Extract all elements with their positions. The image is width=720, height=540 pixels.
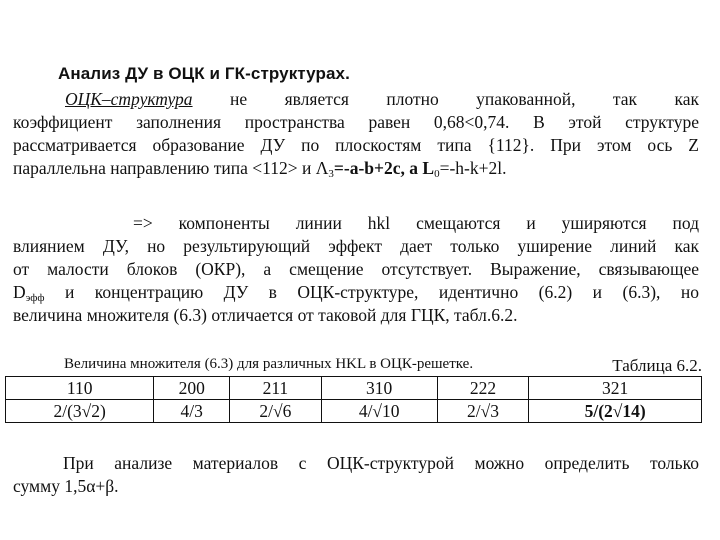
table-cell: 321 bbox=[529, 377, 702, 400]
paragraph-line: от малости блоков (ОКР), а смещение отсутствует. Выражение, связывающее bbox=[13, 259, 699, 279]
paragraph-line: рассматривается образование ДУ по плоскостям типа {112}. При этом ось Z bbox=[13, 135, 699, 155]
subscript: эфф bbox=[25, 292, 45, 304]
paragraph-line bbox=[13, 157, 699, 180]
line-text: параллельна направлению типа <112> и Λ bbox=[13, 158, 329, 178]
line-text: не является плотно упакованной, так как bbox=[192, 89, 699, 109]
table-cell: 211 bbox=[230, 377, 322, 400]
table-cell: 2/√6 bbox=[230, 400, 322, 423]
paragraph-line: коэффициент заполнения пространства равен 0,68<0,74. В этой структуре bbox=[13, 112, 699, 132]
paragraph-line: При анализе материалов с ОЦК-структурой можно определить только bbox=[63, 453, 699, 473]
paragraph-conclusion bbox=[13, 452, 699, 498]
table-cell: 4/3 bbox=[154, 400, 230, 423]
table-caption-text: Величина множителя (6.3) для различных HKL в ОЦК-решетке. bbox=[64, 356, 474, 372]
formula-l0: =-h-k+2l. bbox=[439, 158, 507, 178]
term-bcc-structure: ОЦК–структура bbox=[65, 89, 193, 109]
table-cell: 2/√3 bbox=[437, 400, 529, 423]
line-text: D bbox=[13, 282, 26, 302]
table-cell: 222 bbox=[437, 377, 529, 400]
paragraph-bcc-structure bbox=[13, 88, 699, 180]
paragraph-line-broadening bbox=[13, 212, 699, 327]
paragraph-line: => компоненты линии hkl смещаются и уширяются под bbox=[133, 213, 699, 233]
table-row bbox=[6, 400, 702, 423]
table-number: Таблица 6.2. bbox=[612, 356, 702, 375]
line-text: и концентрацию ДУ в ОЦК-структуре, идентично (6.2) и (6.3), но bbox=[44, 282, 699, 302]
table-cell: 4/√10 bbox=[321, 400, 437, 423]
subscript: 0 bbox=[434, 168, 440, 180]
paragraph-line: величина множителя (6.3) отличается от таковой для ГЦК, табл.6.2. bbox=[13, 305, 518, 325]
paragraph-line: сумму 1,5α+β. bbox=[13, 476, 119, 496]
section-heading: Анализ ДУ в ОЦК и ГК-структурах. bbox=[58, 64, 350, 83]
paragraph-line: влиянием ДУ, но результирующий эффект дает только уширение линий как bbox=[13, 236, 699, 256]
multiplier-table bbox=[5, 376, 702, 423]
table-cell: 5/(2√14) bbox=[529, 400, 702, 423]
table-cell: 310 bbox=[321, 377, 437, 400]
subscript: 3 bbox=[328, 168, 334, 180]
table-caption bbox=[64, 356, 702, 376]
table-cell: 110 bbox=[6, 377, 154, 400]
paragraph-line bbox=[13, 281, 699, 304]
table-header-row bbox=[6, 377, 702, 400]
paragraph-line bbox=[13, 88, 699, 111]
table-cell: 200 bbox=[154, 377, 230, 400]
table-cell: 2/(3√2) bbox=[6, 400, 154, 423]
formula-lambda: =-a-b+2c, а L bbox=[333, 158, 435, 178]
